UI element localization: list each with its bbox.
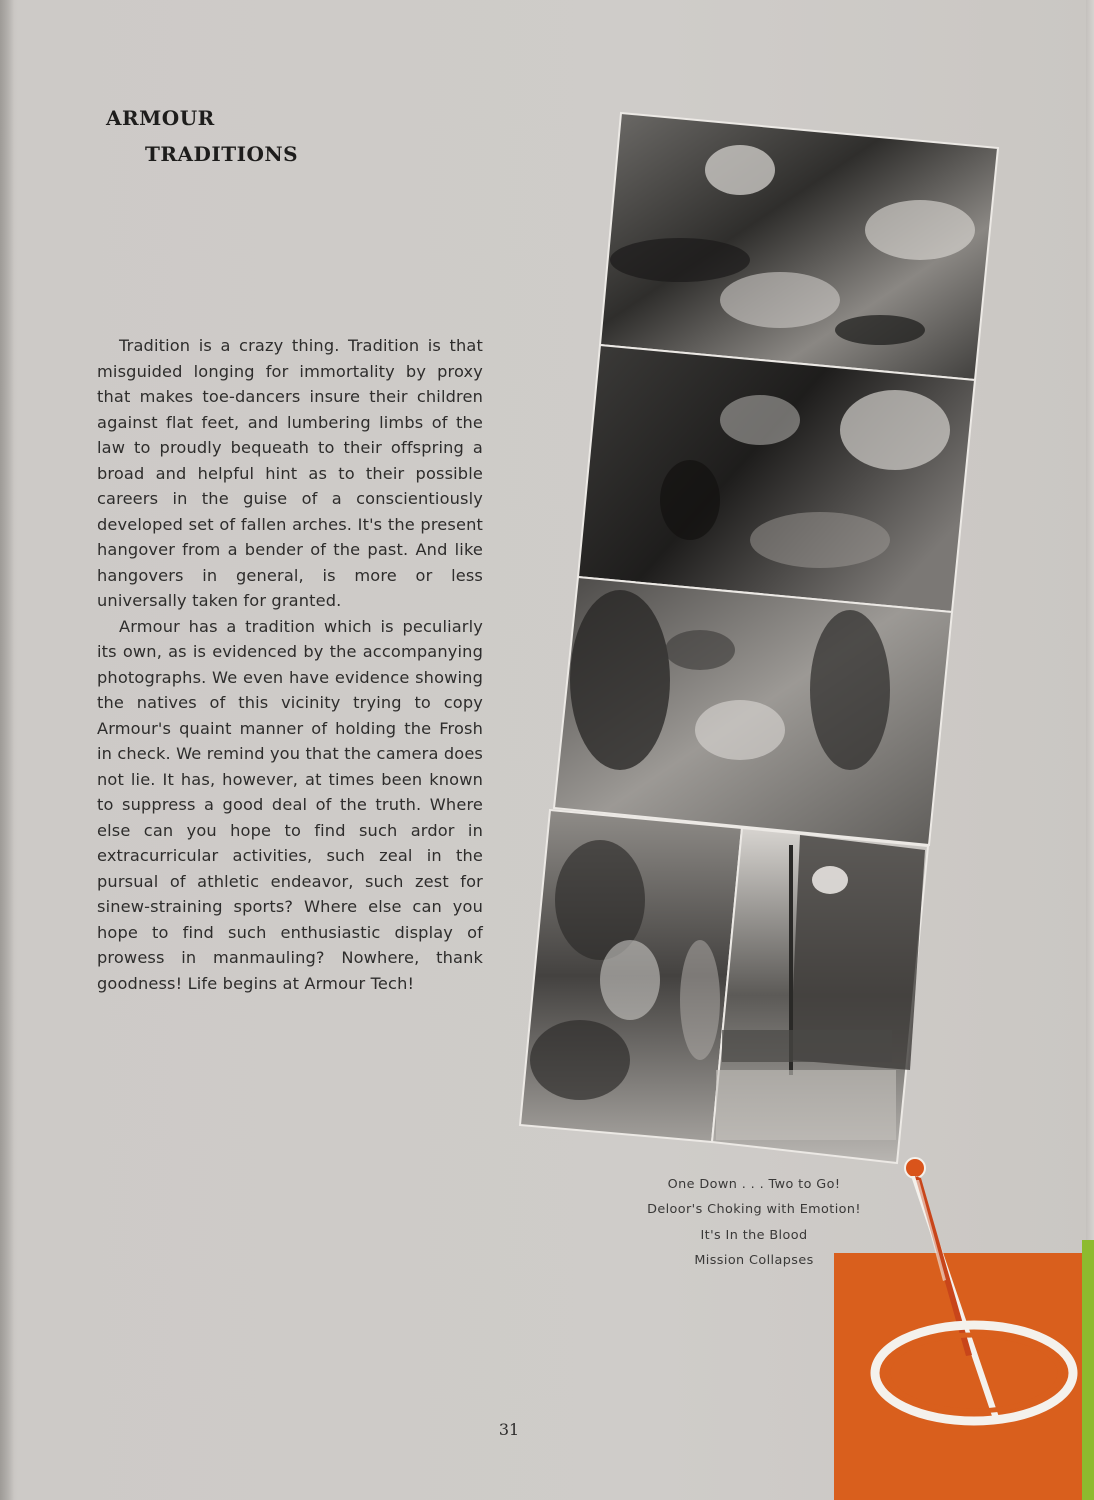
caption: Deloor's Choking with Emotion! — [647, 1202, 861, 1218]
photo-crowd — [520, 810, 742, 1142]
paragraph: Armour has a tradition which is peculiarly its own, as is evidenced by the accompanying photographs. We even have evidence showing the natives of this vicinity trying to copy Armour's quaint manner of holding the Frosh in check. We remind you that the camera does not lie. It has, however, at times been known to suppress a good deal of the truth. Where else can you hope to find such ardor in extracurricular activities, such zeal in the pursual of athletic endeavor, such zest for sinew-straining sports? Where else can you hope to find such enthusiastic display of prowess in manmauling? Nowhere, thank goodness! Life begins at Armour Tech! — [97, 616, 484, 993]
photo-mission-collapses — [712, 828, 928, 1163]
green-page-edge — [1082, 1240, 1094, 1500]
photo-in-the-blood — [554, 577, 952, 845]
heading-line-2: TRADITIONS — [145, 142, 299, 166]
heading-line-1: ARMOUR — [106, 106, 215, 130]
photo-one-down — [600, 113, 998, 380]
photo-deloor-choking — [578, 345, 975, 612]
page-number: 31 — [498, 1420, 520, 1439]
armour-tech-compass-logo-icon — [860, 1150, 1080, 1440]
caption: Mission Collapses — [694, 1252, 814, 1268]
caption: It's In the Blood — [700, 1227, 808, 1243]
caption: One Down . . . Two to Go! — [667, 1177, 841, 1192]
paragraph: Tradition is a crazy thing. Tradition is that misguided longing for immortality by proxy that makes toe-dancers insure their children against flat feet, and lumbering limbs of the law to proudly bequeath to their offspring a broad and helpful hint as to their possible careers in the guise of a conscientiously developed set of fallen arches. It's the present hangover from a bender of the past. And like hangovers in general, is more or less universally taken for granted. — [97, 336, 483, 610]
